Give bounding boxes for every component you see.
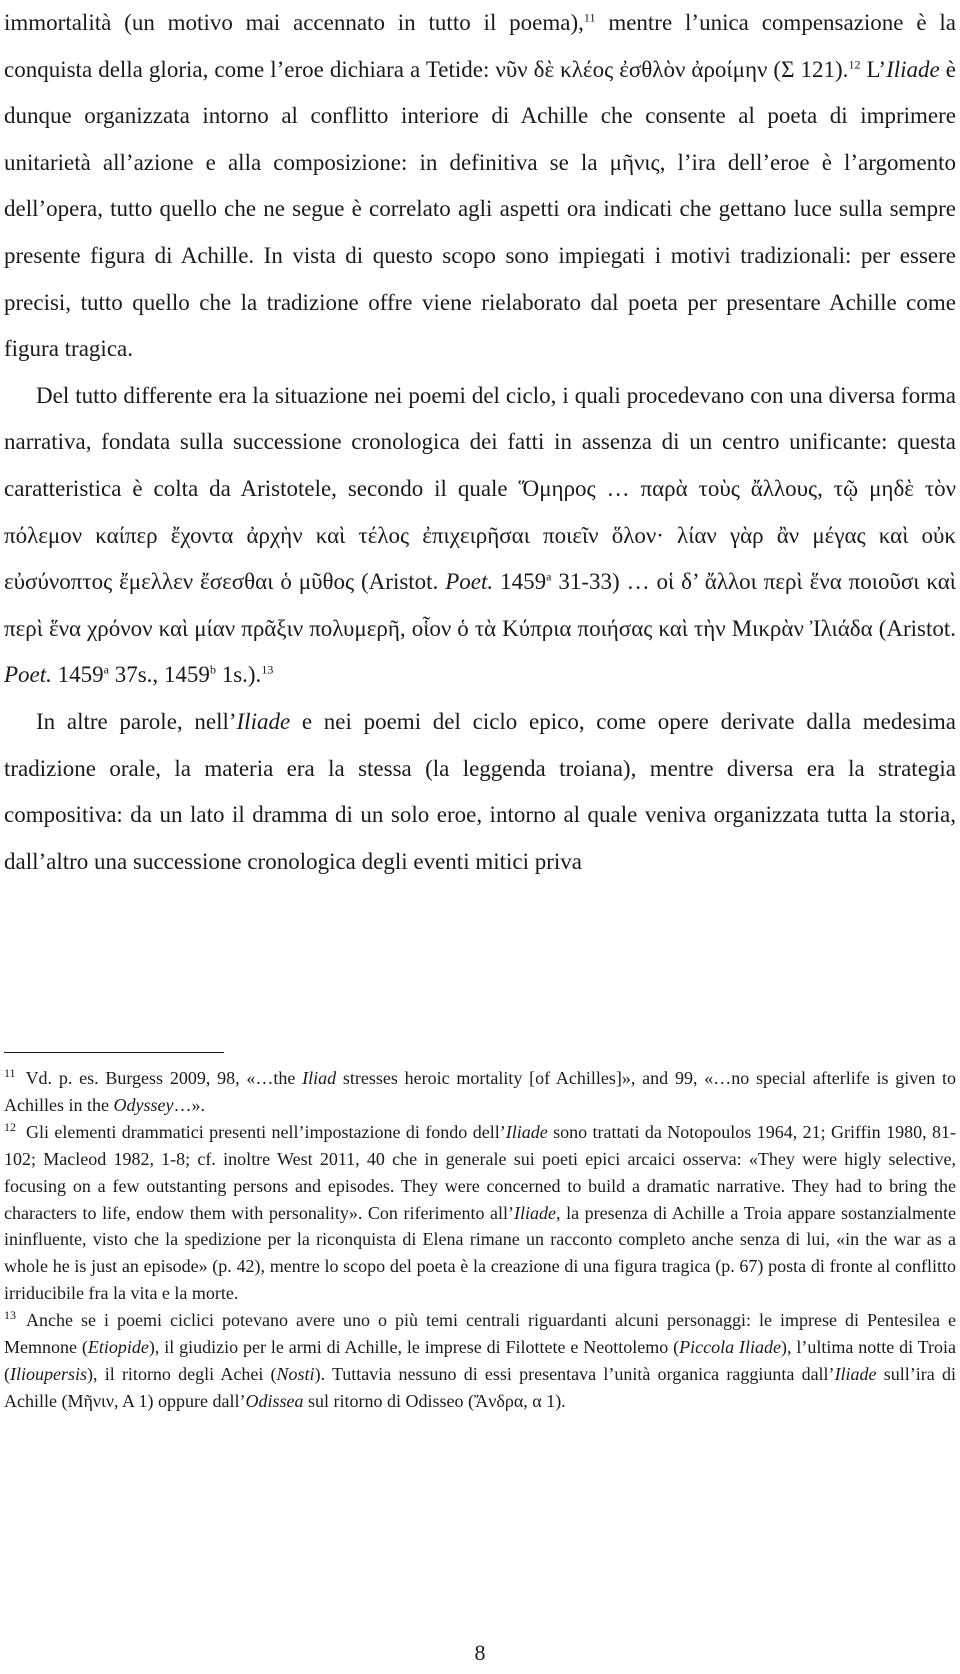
text-run: ), il giudizio per le armi di Achille, le imprese di Filottete e Neottolemo ( [148, 1337, 680, 1358]
italic-title: Poet. [445, 569, 494, 595]
footnote-12 [4, 1119, 956, 1307]
paragraph-1 [4, 0, 956, 373]
text-run: 37s., 1459 [108, 662, 210, 688]
text-run: ), l’ultima notte di Troia ( [4, 1337, 957, 1384]
footnote-number: 12 [4, 1119, 16, 1134]
text-run: Gli elementi drammatici presenti nell’impostazione di fondo dell’ [26, 1121, 506, 1142]
superscript: a [546, 569, 552, 584]
text-run: L’ [860, 56, 887, 82]
footnote-number: 13 [4, 1308, 16, 1323]
italic-title: Etiopide [87, 1337, 149, 1358]
superscript: b [209, 662, 216, 677]
italic-title: Ilioupersis [10, 1363, 88, 1384]
italic-title: Nosti [276, 1363, 315, 1384]
italic-title: Iliade [236, 708, 291, 734]
text-run: ), il ritorno degli Achei ( [87, 1363, 277, 1384]
italic-title: Iliad [302, 1068, 337, 1088]
italic-title: Odyssey [113, 1094, 174, 1115]
footnote-ref-13[interactable]: 13 [261, 662, 274, 677]
text-run: e nei poemi del ciclo epico, come opere derivate dalla medesima tradizione orale, la materia era la stessa (la leggenda troiana), mentre diversa era la strategia compositiva: da un lato il dramma di un solo eroe, intorno al quale veniva organizzata tutta la storia, dall’altro una successione cronologica degli eventi mitici priva [4, 708, 956, 874]
text-run: sono trattati da Notopoulos 1964, 21; Griffin 1980, 81-102; Macleod 1982, 1-8; cf. inoltre West 2011, 40 che in generale sui poeti epici arcaici osserva: «They were higly selective, focusing on a few outstanting persons and episodes. They were concerned to build a dramatic narrative. They had to bring the characters to life, endow them with personality». Con riferimento all’ [4, 1121, 956, 1223]
text-run: è dunque organizzata intorno al conflitto interiore di Achille che consente al poeta di imprimere unitarietà all’azione e alla composizione: in definitiva se la μῆνις, l’ira dell’eroe è l’argomento dell’opera, tutto quello che ne segue è correlato agli aspetti ora indicati che gettano luce sulla sempre presente figura di Achille. In vista di questo scopo sono impiegati i motivi tradizionali: per essere precisi, tutto quello che la tradizione offre viene rielaborato dal poeta per presentare Achille come figura tragica. [4, 56, 957, 362]
text-run: stresses heroic mortality [of Achilles]», and 99, «…no special afterlife is given to Achilles in the [4, 1068, 956, 1115]
superscript: a [103, 662, 109, 677]
footnote-number: 11 [4, 1066, 16, 1080]
italic-title: Iliade [514, 1202, 557, 1223]
text-run: Del tutto differente era la situazione nei poemi del ciclo, i quali procedevano con una diversa forma narrativa, fondata sulla successione cronologica dei fatti in assenza di un centro unificante: questa caratteristica è colta da Aristotele, secondo il quale Ὅμηρος … παρὰ τοὺς ἄλλους, τῷ μηδὲ τὸν πόλεμον καίπερ ἔχοντα ἀρχὴν καὶ τέλος ἐπιχειρῆσαι ποιεῖν ὅλον· λίαν γὰρ ἂν μέγας καὶ οὐκ εὐσύνοπτος ἔμελλεν ἔσεσθαι ὁ μῦθος (Aristot. [4, 382, 956, 595]
italic-title: Poet. [4, 662, 52, 688]
text-run: immortalità (un motivo mai accennato in tutto il poema), [4, 10, 584, 35]
text-run: mentre l’unica compensazione è la conquista della gloria, come l’eroe dichiara a Tetide: νῦν δὲ κλέος ἐσθλὸν ἀροίμην (Σ 121). [4, 10, 956, 82]
paragraph-3 [4, 699, 956, 885]
text-run: ). Tuttavia nessuno di essi presentava l’unità organica raggiunta dall’ [314, 1363, 835, 1384]
italic-title: Iliade [505, 1121, 548, 1142]
text-run: 1459 [493, 569, 547, 595]
text-run: In altre parole, nell’ [36, 708, 237, 734]
text-run: sull’ira di Achille (Μῆνιν, Α 1) oppure dall’ [4, 1363, 956, 1411]
italic-title: Iliade [834, 1363, 877, 1384]
body-text [4, 0, 956, 885]
text-run: sul ritorno di Odisseo (Ἄνδρα, α 1). [303, 1390, 566, 1411]
italic-title: Piccola Iliade [679, 1337, 781, 1358]
italic-title: Odissea [245, 1390, 304, 1411]
text-run: Vd. p. es. Burgess 2009, 98, «…the [25, 1068, 303, 1088]
text-run: 1s.). [215, 662, 262, 688]
footnote-ref-11[interactable]: 11 [583, 10, 596, 25]
text-run: 31-33) … οἱ δ’ ἄλλοι περὶ ἕνα ποιοῦσι καὶ περὶ ἕνα χρόνον καὶ μίαν πρᾶξιν πολυμερῆ, οἷον ὁ τὰ Κύπρια ποιήσας καὶ τὴν Μικρὰν Ἰλιάδα (Aristot. [4, 569, 956, 641]
text-run: Anche se i poemi ciclici potevano avere uno o più temi centrali riguardanti alcuni personaggi: le imprese di Pentesilea e Memnone ( [4, 1310, 956, 1358]
page-number: 8 [474, 1640, 486, 1665]
footnote-11 [4, 1065, 956, 1119]
footnote-13 [4, 1307, 956, 1415]
text-run: 1459 [51, 662, 104, 688]
paragraph-2 [4, 373, 956, 699]
italic-title: Iliade [886, 56, 940, 82]
footnote-divider [4, 1052, 224, 1053]
footnotes [4, 1065, 956, 1415]
text-run: …». [173, 1094, 205, 1115]
text-run: , la presenza di Achille a Troia appare sostanzialmente ininfluente, visto che la spedizione per la riconquista di Elena rimane un racconto completo anche senza di lui, «in the war as a whole he is just an episode» (p. 42), mentre lo scopo del poeta è la creazione di una figura tragica (p. 67) posta di fronte al conflitto irriducibile fra la vita e la morte. [4, 1202, 957, 1304]
footnote-ref-12[interactable]: 12 [848, 56, 861, 71]
